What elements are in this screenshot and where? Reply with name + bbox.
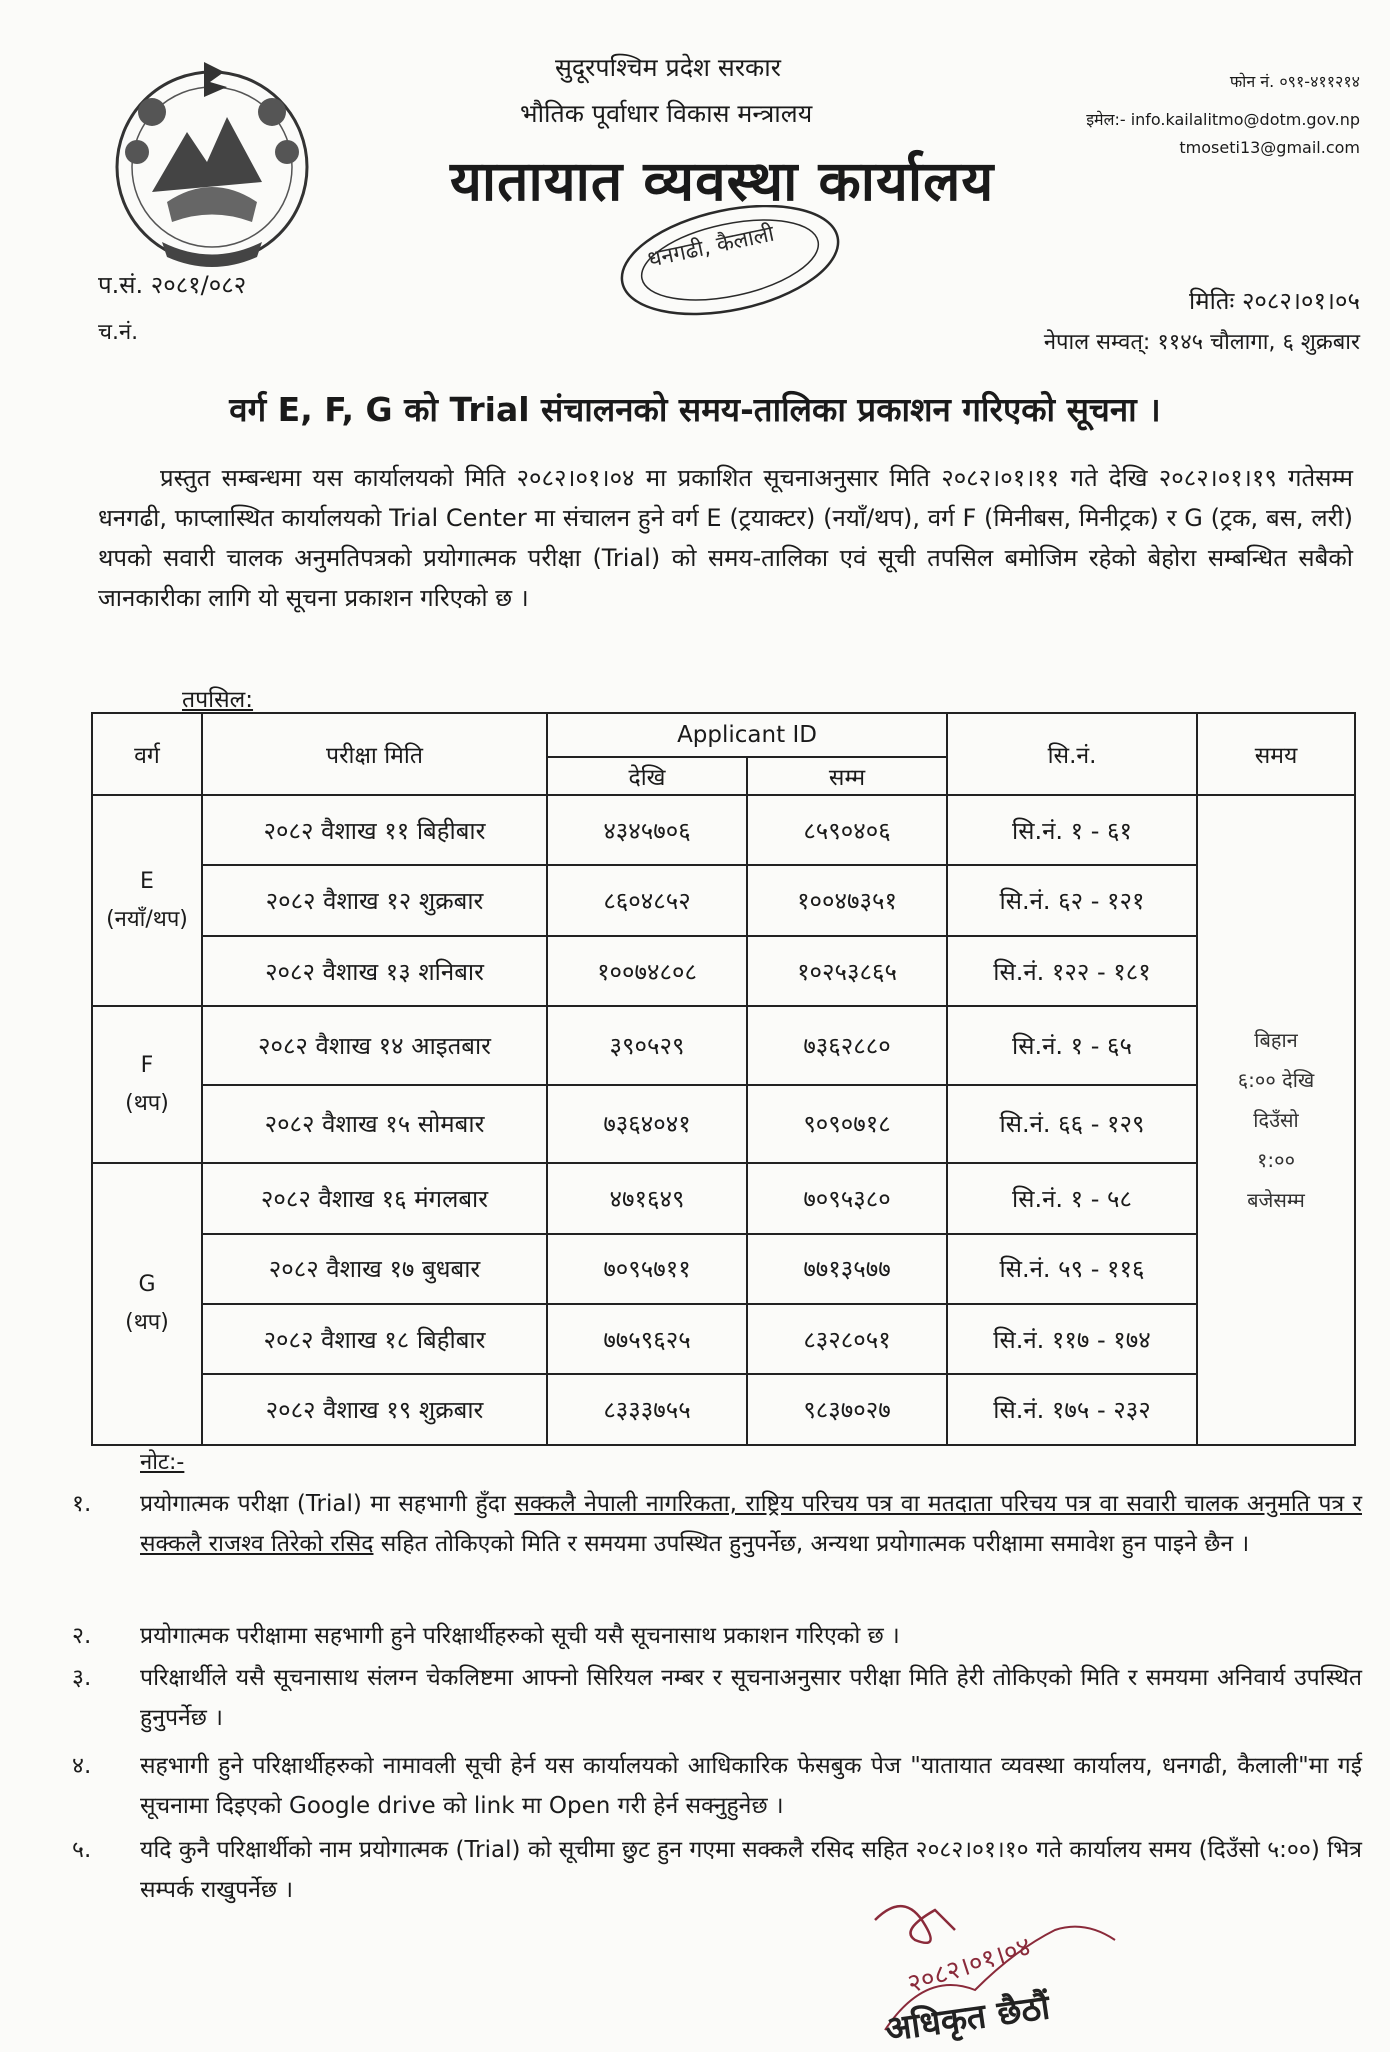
table-row [92,1304,1355,1374]
notice-paragraph: प्रस्तुत सम्बन्धमा यस कार्यालयको मिति २०८२।०१।०४ मा प्रकाशित सूचनाअनुसार मिति २०८२।०१।११ गते देखि २०८२।०१।१९ गतेसम्म धनगढी, फाप्लास्थित कार्यालयको Trial Center मा संचालन हुने वर्ग E (ट्रयाक्टर) (नयाँ/थप), वर्ग F (मिनीबस, मिनीट्रक) र G (ट्रक, बस, लरी) थपको सवारी चालक अनुमतिपत्रको प्रयोगात्मक परीक्षा (Trial) को समय-तालिका एवं सूची तपसिल बमोजिम रहेको बेहोरा सम्बन्धित सबैको जानकारीका लागि यो सूचना प्रकाशन गरिएको छ । [98,464,1353,612]
row-serial: सि.नं. ६२ - १२१ [947,865,1197,935]
row-serial: सि.नं. ५९ - ११६ [947,1234,1197,1304]
row-to: ७३६२८८० [747,1006,947,1084]
table-row [92,1374,1355,1445]
row-date: २०८२ वैशाख १९ शुक्रबार [202,1374,547,1445]
note-4 [72,1746,1362,1826]
email-address: इमेल:- info.kailalitmo@dotm.gov.np [1086,110,1360,129]
signature-date: २०८२।०१।०४ [903,1931,1035,2000]
note-1 [72,1484,1362,1564]
header-to: सम्म [747,757,947,795]
note-2 [72,1616,1362,1656]
row-to: ७७१३५७७ [747,1234,947,1304]
row-serial: सि.नं. १ - ६५ [947,1006,1197,1084]
office-name: यातायात व्यवस्था कार्यालय [450,149,995,213]
header-varga: वर्ग [92,713,202,795]
header-time: समय [1197,713,1355,795]
row-from: ३९०५२९ [547,1006,747,1084]
note-number: ५. [72,1837,92,1863]
email-address-2: tmoseti13@gmail.com [1179,138,1360,157]
row-from: ७३६४०४१ [547,1085,747,1163]
time-line: दिउँसो [1253,1108,1299,1132]
nepal-sambat-date: नेपाल सम्वत्: ११४५ चौलागा, ६ शुक्रबार [1043,330,1360,355]
row-date: २०८२ वैशाख १२ शुक्रबार [202,865,547,935]
row-date: २०८२ वैशाख १५ सोमबार [202,1085,547,1163]
group-sub: (थप) [125,1090,169,1116]
trial-schedule-table [91,712,1354,1446]
dispatch-number: च.नं. [98,320,139,345]
reference-number: प.सं. २०८१/०८२ [98,271,247,299]
row-to: ८५९०४०६ [747,795,947,865]
notice-date: मितिः २०८२।०१।०५ [1189,287,1360,315]
row-date: २०८२ वैशाख १८ बिहीबार [202,1304,547,1374]
note-3 [72,1658,1362,1738]
row-serial: सि.नं. १ - ५८ [947,1163,1197,1233]
time-line: बजेसम्म [1247,1188,1305,1212]
row-serial: सि.नं. १२२ - १८१ [947,936,1197,1006]
government-line: सुदूरपश्चिम प्रदेश सरकार [555,53,781,82]
row-date: २०८२ वैशाख १६ मंगलबार [202,1163,547,1233]
row-serial: सि.नं. १७५ - २३२ [947,1374,1197,1445]
row-to: ९०९०७१८ [747,1085,947,1163]
row-to: १००४७३५१ [747,865,947,935]
note-text-pre: प्रयोगात्मक परीक्षा (Trial) मा सहभागी हुँदा [140,1491,515,1517]
note-number: २. [72,1623,92,1649]
note-text: प्रयोगात्मक परीक्षामा सहभागी हुने परिक्षार्थीहरुको सूची यसै सूचनासाथ प्रकाशन गरिएको छ । [140,1623,900,1649]
office-stamp [610,205,850,325]
table-row [92,1163,1355,1233]
time-line: १:०० [1257,1148,1295,1172]
table-row [92,865,1355,935]
row-to: ७०९५३८० [747,1163,947,1233]
note-number: ४. [72,1753,92,1779]
header-from: देखि [547,757,747,795]
note-number: १. [72,1491,92,1517]
group-name: E [140,868,154,894]
group-sub: (थप) [125,1310,169,1336]
row-from: ८३३३७५५ [547,1374,747,1445]
note-text [140,1484,1362,1564]
row-from: ४३४५७०६ [547,795,747,865]
header-applicant-id: Applicant ID [547,713,947,757]
row-date: २०८२ वैशाख १४ आइतबार [202,1006,547,1084]
row-serial: सि.नं. ६६ - १२९ [947,1085,1197,1163]
row-date: २०८२ वैशाख ११ बिहीबार [202,795,547,865]
details-label: तपसिल: [182,687,254,713]
signature-title: अधिकृत छैठौं [882,1987,1053,2048]
group-cell-e [92,795,202,1006]
table-row [92,1085,1355,1163]
table-row [92,1006,1355,1084]
time-cell [1197,795,1355,1445]
row-from: ७०९५७११ [547,1234,747,1304]
time-line: ६:०० देखि [1237,1068,1315,1092]
note-text: परिक्षार्थीले यसै सूचनासाथ संलग्न चेकलिष्टमा आफ्नो सिरियल नम्बर र सूचनाअनुसार परीक्षा मिति हेरी तोकिएको मिति र समयमा अनिवार्य उपस्थित हुनुपर्नेछ । [140,1665,1362,1731]
row-date: २०८२ वैशाख १३ शनिबार [202,936,547,1006]
phone-number: फोन नं. ०९१-४११२१४ [1229,72,1360,91]
row-from: ४७१६४९ [547,1163,747,1233]
header-serial: सि.नं. [947,713,1197,795]
table-row [92,1234,1355,1304]
group-name: G [138,1272,156,1298]
row-from: ८६०४८५२ [547,865,747,935]
group-cell-f [92,1006,202,1163]
officer-signature [845,1880,1145,2048]
note-text: यदि कुनै परिक्षार्थीको नाम प्रयोगात्मक (Trial) को सूचीमा छुट हुन गएमा सक्कलै रसिद सहित २०८२।०१।१० गते कार्यालय समय (दिउँसो ५:००) भित्र सम्पर्क राखुपर्नेछ । [140,1837,1362,1903]
note-text-underlined: सक्कलै नेपाली नागरिकता, राष्ट्रिय परिचय पत्र वा मतदाता परिचय पत्र वा सवारी चालक अनुमति पत्र र सक्कलै राजश्व तिरेको रसिद [140,1491,1362,1557]
note-text: सहभागी हुने परिक्षार्थीहरुको नामावली सूची हेर्न यस कार्यालयको आधिकारिक फेसबुक पेज "यातायात व्यवस्था कार्यालय, धनगढी, कैलाली"मा गई सूचनामा दिइएको Google drive को link मा Open गरी हेर्न सक्नुहुनेछ । [140,1753,1362,1819]
note-5 [72,1830,1362,1910]
table-row [92,936,1355,1006]
row-to: ९८३७०२७ [747,1374,947,1445]
time-line: बिहान [1254,1028,1298,1052]
group-cell-g [92,1163,202,1445]
note-number: ३. [72,1665,92,1691]
header-date: परीक्षा मिति [202,713,547,795]
row-date: २०८२ वैशाख १७ बुधबार [202,1234,547,1304]
row-from: ७७५९६२५ [547,1304,747,1374]
stamp-text: धनगढी, कैलाली [645,221,777,273]
table-row [92,795,1355,865]
notes-heading: नोट:- [140,1450,185,1475]
notice-title: वर्ग E, F, G को Trial संचालनको समय-तालिका प्रकाशन गरिएको सूचना । [229,390,1161,429]
note-text-post: सहित तोकिएको मिति र समयमा उपस्थित हुनुपर्नेछ, अन्यथा प्रयोगात्मक परीक्षामा समावेश हुन पाइने छैन । [373,1531,1250,1557]
row-from: १००७४८०८ [547,936,747,1006]
row-serial: सि.नं. १ - ६१ [947,795,1197,865]
row-serial: सि.नं. ११७ - १७४ [947,1304,1197,1374]
nepal-emblem [92,42,332,282]
group-name: F [140,1052,154,1078]
row-to: ८३२८०५१ [747,1304,947,1374]
group-sub: (नयाँ/थप) [106,906,188,932]
ministry-line: भौतिक पूर्वाधार विकास मन्त्रालय [520,99,813,128]
row-to: १०२५३८६५ [747,936,947,1006]
